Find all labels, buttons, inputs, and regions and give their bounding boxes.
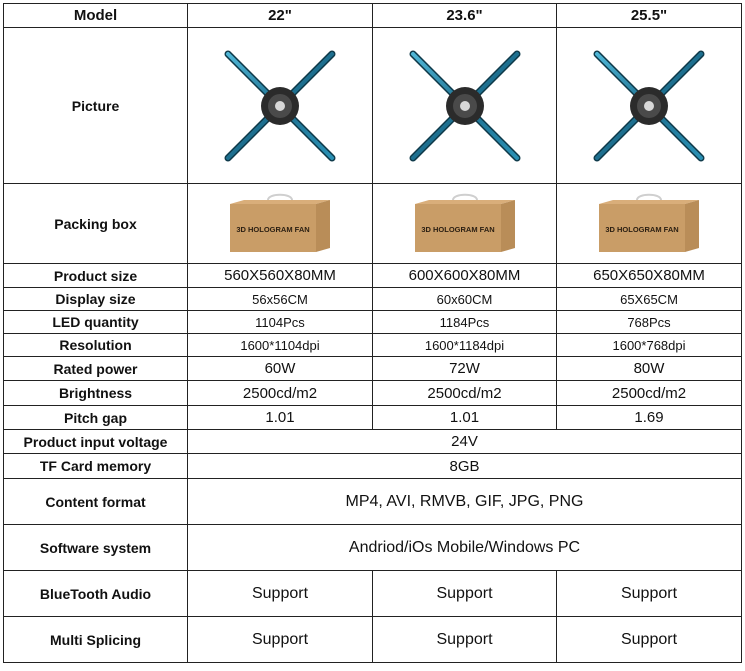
pitch-gap-row [4, 406, 742, 430]
bluetooth-25-5: Support [557, 571, 742, 617]
product-size-22: 560X560X80MM [188, 264, 373, 288]
content-format-value: MP4, AVI, RMVB, GIF, JPG, PNG [188, 479, 742, 525]
led-quantity-row [4, 311, 742, 334]
input-voltage-label: Product input voltage [4, 430, 188, 454]
pitch-gap-25-5: 1.69 [557, 406, 742, 430]
box-top [230, 200, 330, 204]
tf-card-row [4, 454, 742, 479]
brightness-23-6: 2500cd/m2 [373, 381, 557, 406]
model-header: Model [4, 4, 188, 28]
bluetooth-22: Support [188, 571, 373, 617]
model-23-6-header: 23.6" [373, 4, 557, 28]
brightness-22: 2500cd/m2 [188, 381, 373, 406]
spec-table [3, 3, 742, 663]
resolution-23-6: 1600*1184dpi [373, 334, 557, 357]
pitch-gap-22: 1.01 [188, 406, 373, 430]
bluetooth-row [4, 571, 742, 617]
box-handle [637, 194, 661, 199]
rated-power-23-6: 72W [373, 357, 557, 381]
box-handle [453, 194, 477, 199]
box-side [685, 200, 699, 252]
led-quantity-23-6: 1184Pcs [373, 311, 557, 334]
fan-image-25-5 [557, 28, 742, 184]
display-size-25-5: 65X65CM [557, 288, 742, 311]
software-value: Andriod/iOs Mobile/Windows PC [188, 525, 742, 571]
display-size-label: Display size [4, 288, 188, 311]
bluetooth-label: BlueTooth Audio [4, 571, 188, 617]
rated-power-22: 60W [188, 357, 373, 381]
brightness-25-5: 2500cd/m2 [557, 381, 742, 406]
resolution-row [4, 334, 742, 357]
resolution-label: Resolution [4, 334, 188, 357]
fan-hub-center [644, 101, 654, 111]
input-voltage-value: 24V [188, 430, 742, 454]
picture-row [4, 28, 742, 184]
resolution-22: 1600*1104dpi [188, 334, 373, 357]
splicing-23-6: Support [373, 617, 557, 663]
software-row [4, 525, 742, 571]
model-25-5-header: 25.5" [557, 4, 742, 28]
header-row [4, 4, 742, 28]
led-quantity-label: LED quantity [4, 311, 188, 334]
software-label: Software system [4, 525, 188, 571]
pitch-gap-23-6: 1.01 [373, 406, 557, 430]
box-print-text: 3D HOLOGRAM FAN [420, 224, 495, 234]
packing-box-label: Packing box [4, 184, 188, 264]
splicing-label: Multi Splicing [4, 617, 188, 663]
fan-image-23-6 [373, 28, 557, 184]
tf-card-label: TF Card memory [4, 454, 188, 479]
display-size-23-6: 60x60CM [373, 288, 557, 311]
led-quantity-22: 1104Pcs [188, 311, 373, 334]
rated-power-label: Rated power [4, 357, 188, 381]
fan-hub-center [460, 101, 470, 111]
brightness-row [4, 381, 742, 406]
splicing-row [4, 617, 742, 663]
box-side [316, 200, 330, 252]
box-handle [268, 194, 292, 199]
box-image-23-6 [373, 184, 557, 264]
fan-image-22 [188, 28, 373, 184]
product-size-25-5: 650X650X80MM [557, 264, 742, 288]
picture-label: Picture [4, 28, 188, 184]
splicing-25-5: Support [557, 617, 742, 663]
content-format-row [4, 479, 742, 525]
rated-power-row [4, 357, 742, 381]
resolution-25-5: 1600*768dpi [557, 334, 742, 357]
display-size-22: 56x56CM [188, 288, 373, 311]
box-image-22 [188, 184, 373, 264]
box-print-text: 3D HOLOGRAM FAN [236, 224, 310, 234]
rated-power-25-5: 80W [557, 357, 742, 381]
tf-card-value: 8GB [188, 454, 742, 479]
packing-box-row [4, 184, 742, 264]
box-image-25-5 [557, 184, 742, 264]
bluetooth-23-6: Support [373, 571, 557, 617]
box-top [415, 200, 515, 204]
box-top [599, 200, 699, 204]
splicing-22: Support [188, 617, 373, 663]
product-size-label: Product size [4, 264, 188, 288]
input-voltage-row [4, 430, 742, 454]
box-print-text: 3D HOLOGRAM FAN [605, 224, 679, 234]
brightness-label: Brightness [4, 381, 188, 406]
display-size-row [4, 288, 742, 311]
pitch-gap-label: Pitch gap [4, 406, 188, 430]
content-format-label: Content format [4, 479, 188, 525]
led-quantity-25-5: 768Pcs [557, 311, 742, 334]
product-size-row [4, 264, 742, 288]
product-size-23-6: 600X600X80MM [373, 264, 557, 288]
box-side [501, 200, 515, 252]
fan-hub-center [275, 101, 285, 111]
model-22-header: 22" [188, 4, 373, 28]
